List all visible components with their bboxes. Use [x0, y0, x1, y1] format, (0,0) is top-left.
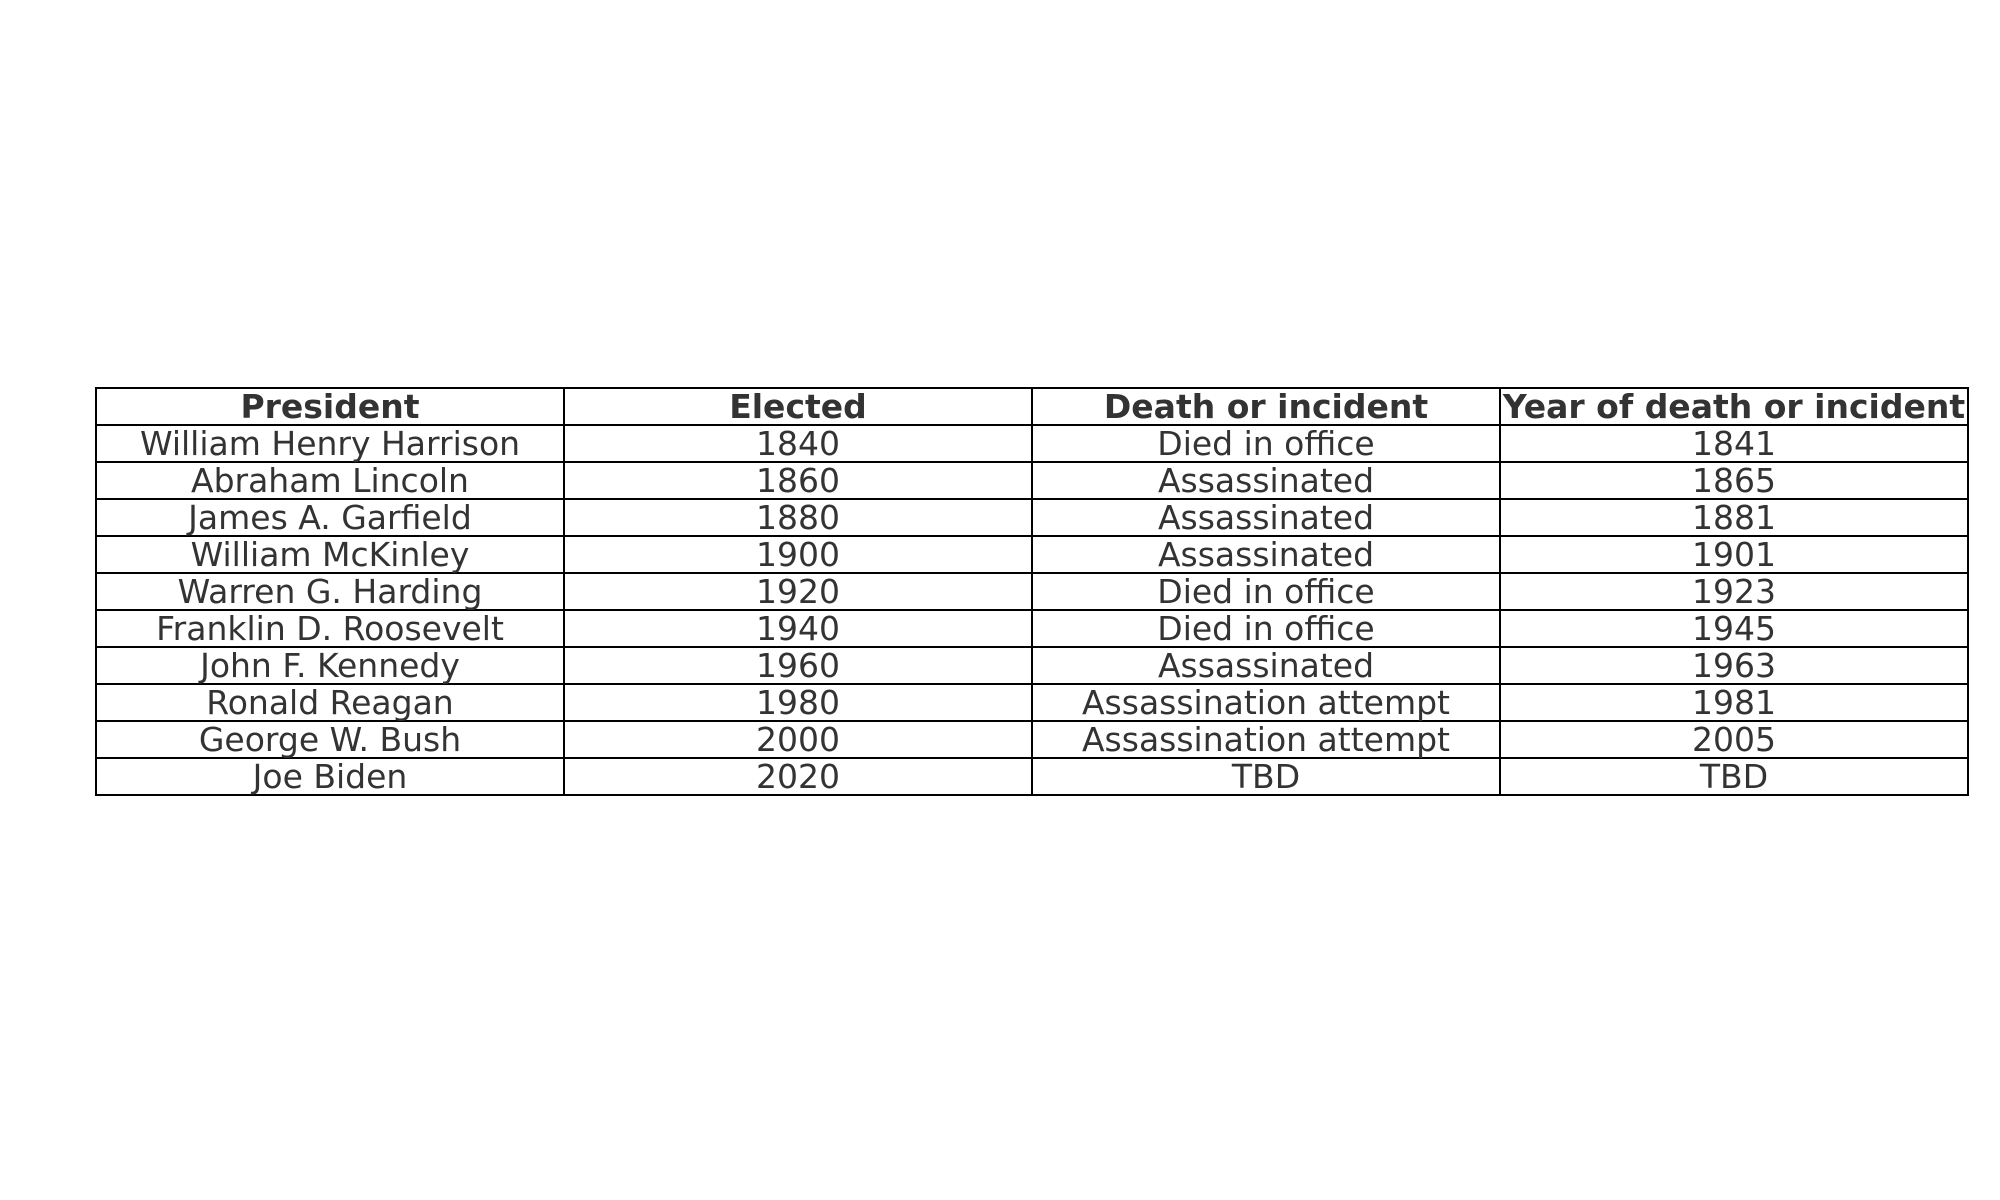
table-cell: Assassinated: [1032, 647, 1500, 684]
table-row: [96, 499, 1968, 536]
table-row: [96, 425, 1968, 462]
table-cell: 1880: [564, 499, 1032, 536]
table-cell: 2005: [1500, 721, 1968, 758]
table-cell: Ronald Reagan: [96, 684, 564, 721]
table-cell: Assassination attempt: [1032, 684, 1500, 721]
table-cell: Died in office: [1032, 573, 1500, 610]
table-cell: 1920: [564, 573, 1032, 610]
column-header: Death or incident: [1032, 388, 1500, 425]
table-cell: 1901: [1500, 536, 1968, 573]
table-cell: 1923: [1500, 573, 1968, 610]
table-cell: Warren G. Harding: [96, 573, 564, 610]
table-cell: John F. Kennedy: [96, 647, 564, 684]
table-cell: Died in office: [1032, 425, 1500, 462]
table-cell: TBD: [1500, 758, 1968, 795]
column-header: Elected: [564, 388, 1032, 425]
table-row: [96, 684, 1968, 721]
column-header: Year of death or incident: [1500, 388, 1968, 425]
table-cell: William Henry Harrison: [96, 425, 564, 462]
table-cell: 1865: [1500, 462, 1968, 499]
table-cell: 1980: [564, 684, 1032, 721]
table-cell: Assassination attempt: [1032, 721, 1500, 758]
table-cell: George W. Bush: [96, 721, 564, 758]
table-cell: Assassinated: [1032, 462, 1500, 499]
presidents-table: [95, 387, 1969, 796]
table-row: [96, 758, 1968, 795]
table-cell: Franklin D. Roosevelt: [96, 610, 564, 647]
table-header-row: [96, 388, 1968, 425]
table-cell: James A. Garfield: [96, 499, 564, 536]
table-cell: 1881: [1500, 499, 1968, 536]
table-cell: 1963: [1500, 647, 1968, 684]
table-cell: 2000: [564, 721, 1032, 758]
column-header: President: [96, 388, 564, 425]
table-row: [96, 462, 1968, 499]
table-cell: Joe Biden: [96, 758, 564, 795]
table-cell: 1940: [564, 610, 1032, 647]
table-cell: 1981: [1500, 684, 1968, 721]
table-row: [96, 721, 1968, 758]
table-container: [95, 387, 1967, 796]
table-cell: 1960: [564, 647, 1032, 684]
table-cell: 1860: [564, 462, 1032, 499]
table-row: [96, 647, 1968, 684]
table-cell: TBD: [1032, 758, 1500, 795]
table-cell: 1840: [564, 425, 1032, 462]
table-row: [96, 610, 1968, 647]
table-cell: William McKinley: [96, 536, 564, 573]
table-cell: 1900: [564, 536, 1032, 573]
table-cell: 1945: [1500, 610, 1968, 647]
table-row: [96, 536, 1968, 573]
table-cell: 2020: [564, 758, 1032, 795]
table-cell: 1841: [1500, 425, 1968, 462]
table-cell: Assassinated: [1032, 536, 1500, 573]
table-cell: Died in office: [1032, 610, 1500, 647]
table-cell: Assassinated: [1032, 499, 1500, 536]
table-cell: Abraham Lincoln: [96, 462, 564, 499]
table-row: [96, 573, 1968, 610]
